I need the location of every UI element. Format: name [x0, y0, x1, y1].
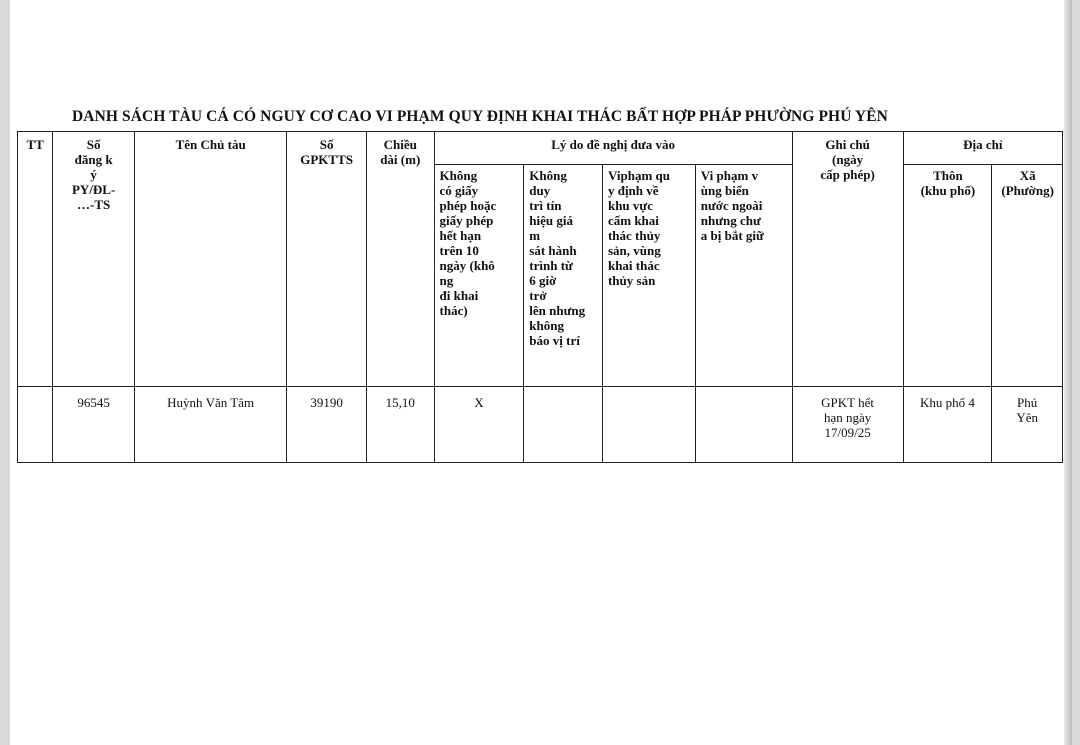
document-title: DANH SÁCH TÀU CÁ CÓ NGUY CƠ CAO VI PHẠM QUY ĐỊNH KHAI THÁC BẤT HỢP PHÁP PHƯỜNG PHÚ YÊN: [72, 108, 888, 125]
header-thon: Thôn (khu phố): [903, 165, 992, 387]
header-ly-do: Lý do đề nghị đưa vào: [434, 132, 792, 165]
page-edge-shadow: [1064, 0, 1072, 745]
cell-ly-do-1: X: [434, 387, 524, 463]
cell-thon: Khu phố 4: [903, 387, 992, 463]
cell-ly-do-2: [524, 387, 603, 463]
cell-chieu-dai: 15,10: [366, 387, 434, 463]
cell-ly-do-4: [695, 387, 792, 463]
header-ly-do-vi-pham-khu-vuc: Viphạm qu y định về khu vực cấm khai thác thủy sản, vùng khai thác thủy sản: [602, 165, 695, 387]
header-ly-do-khong-giay-phep: Không có giấy phép hoặc giấy phép hết hạn trên 10 ngày (khô ng đi khai thác): [434, 165, 524, 387]
cell-so-dang-ky: 96545: [53, 387, 135, 463]
vessel-table: [17, 131, 1063, 463]
header-chieu-dai: Chiều dài (m): [366, 132, 434, 387]
header-ly-do-khong-tin-hieu: Không duy trì tín hiệu giá m sát hành trình từ 6 giờ trở lên nhưng không báo vị trí: [524, 165, 603, 387]
cell-xa: Phú Yên: [992, 387, 1063, 463]
header-ghi-chu: Ghi chú (ngày cấp phép): [792, 132, 903, 387]
header-tt: TT: [18, 132, 53, 387]
cell-so-gpktts: 39190: [287, 387, 367, 463]
header-so-gpktts: Số GPKTTS: [287, 132, 367, 387]
cell-ly-do-3: [602, 387, 695, 463]
cell-ten-chu-tau: Huỳnh Văn Tâm: [134, 387, 286, 463]
header-ten-chu-tau: Tên Chủ tàu: [134, 132, 286, 387]
cell-tt: [18, 387, 53, 463]
cell-ghi-chu: GPKT hết hạn ngày 17/09/25: [792, 387, 903, 463]
table-row: [18, 387, 1063, 463]
header-so-dang-ky: Số đăng k ý PY/ĐL- …-TS: [53, 132, 135, 387]
header-xa: Xã (Phường): [992, 165, 1063, 387]
header-dia-chi: Địa chỉ: [903, 132, 1062, 165]
header-ly-do-vi-pham-nuoc-ngoai: Vi phạm v ùng biển nước ngoài nhưng chư a bị bắt giữ: [695, 165, 792, 387]
